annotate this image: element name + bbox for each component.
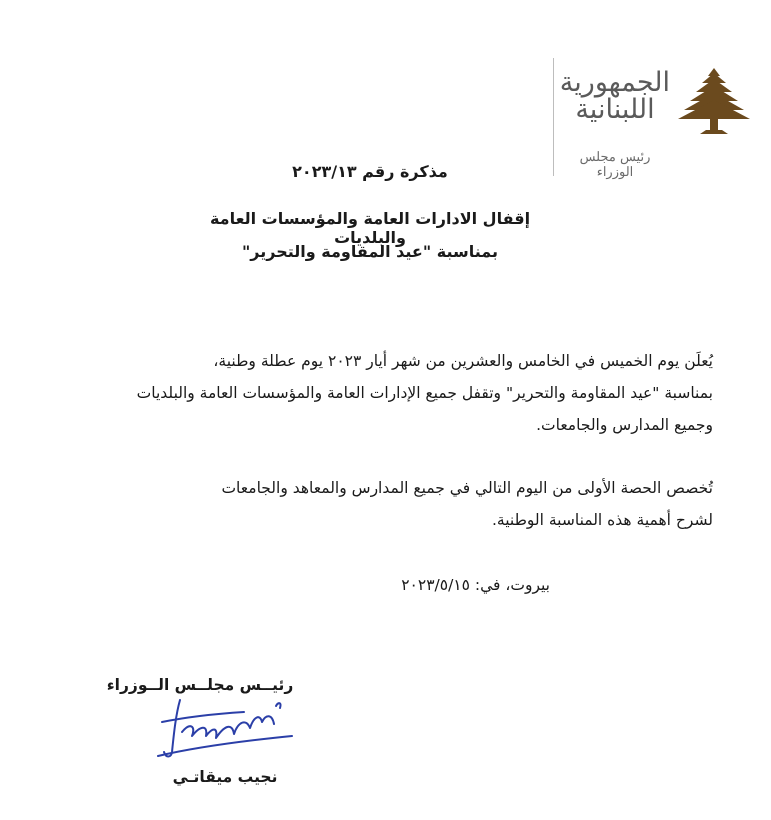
signatory-name: نجيب ميقاتـي: [172, 768, 278, 786]
paragraph-line: تُخصص الحصة الأولى من اليوم التالي في جميع المدارس والمعاهد والجامعات: [221, 479, 713, 497]
republic-title: [560, 68, 670, 125]
place-date: بيروت، في: ٢٠٢٣/٥/١٥: [401, 576, 550, 594]
handwritten-signature: [152, 692, 302, 762]
paragraph-holiday: [43, 345, 713, 441]
memo-number: مذكرة رقم ٢٠٢٣/١٣: [292, 162, 448, 181]
office-label: رئيس مجلس الوزراء: [579, 150, 651, 180]
paragraph-line: يُعلَن يوم الخميس في الخامس والعشرين من شهر أيار ٢٠٢٣ يوم عطلة وطنية،: [213, 352, 713, 370]
letterhead-divider: [553, 58, 554, 176]
signatory-title: رئيــس مجلــس الــوزراء: [106, 676, 294, 694]
republic-title-line2: اللبنانية: [575, 94, 655, 125]
cedar-tree-icon: [676, 64, 752, 138]
paragraph-line: وجميع المدارس والجامعات.: [536, 416, 713, 434]
paragraph-line: بمناسبة "عيد المقاومة والتحرير" وتقفل جميع الإدارات العامة والمؤسسات العامة والبلديات: [136, 384, 713, 402]
memo-subject-line1: إقفال الادارات العامة والمؤسسات العامة والبلديات: [209, 209, 531, 247]
paragraph-schools: [43, 472, 713, 536]
republic-title-line1: الجمهورية: [559, 67, 670, 98]
paragraph-line: لشرح أهمية هذه المناسبة الوطنية.: [491, 511, 713, 529]
memo-subject-line2: بمناسبة "عيد المقاومة والتحرير": [241, 242, 499, 261]
